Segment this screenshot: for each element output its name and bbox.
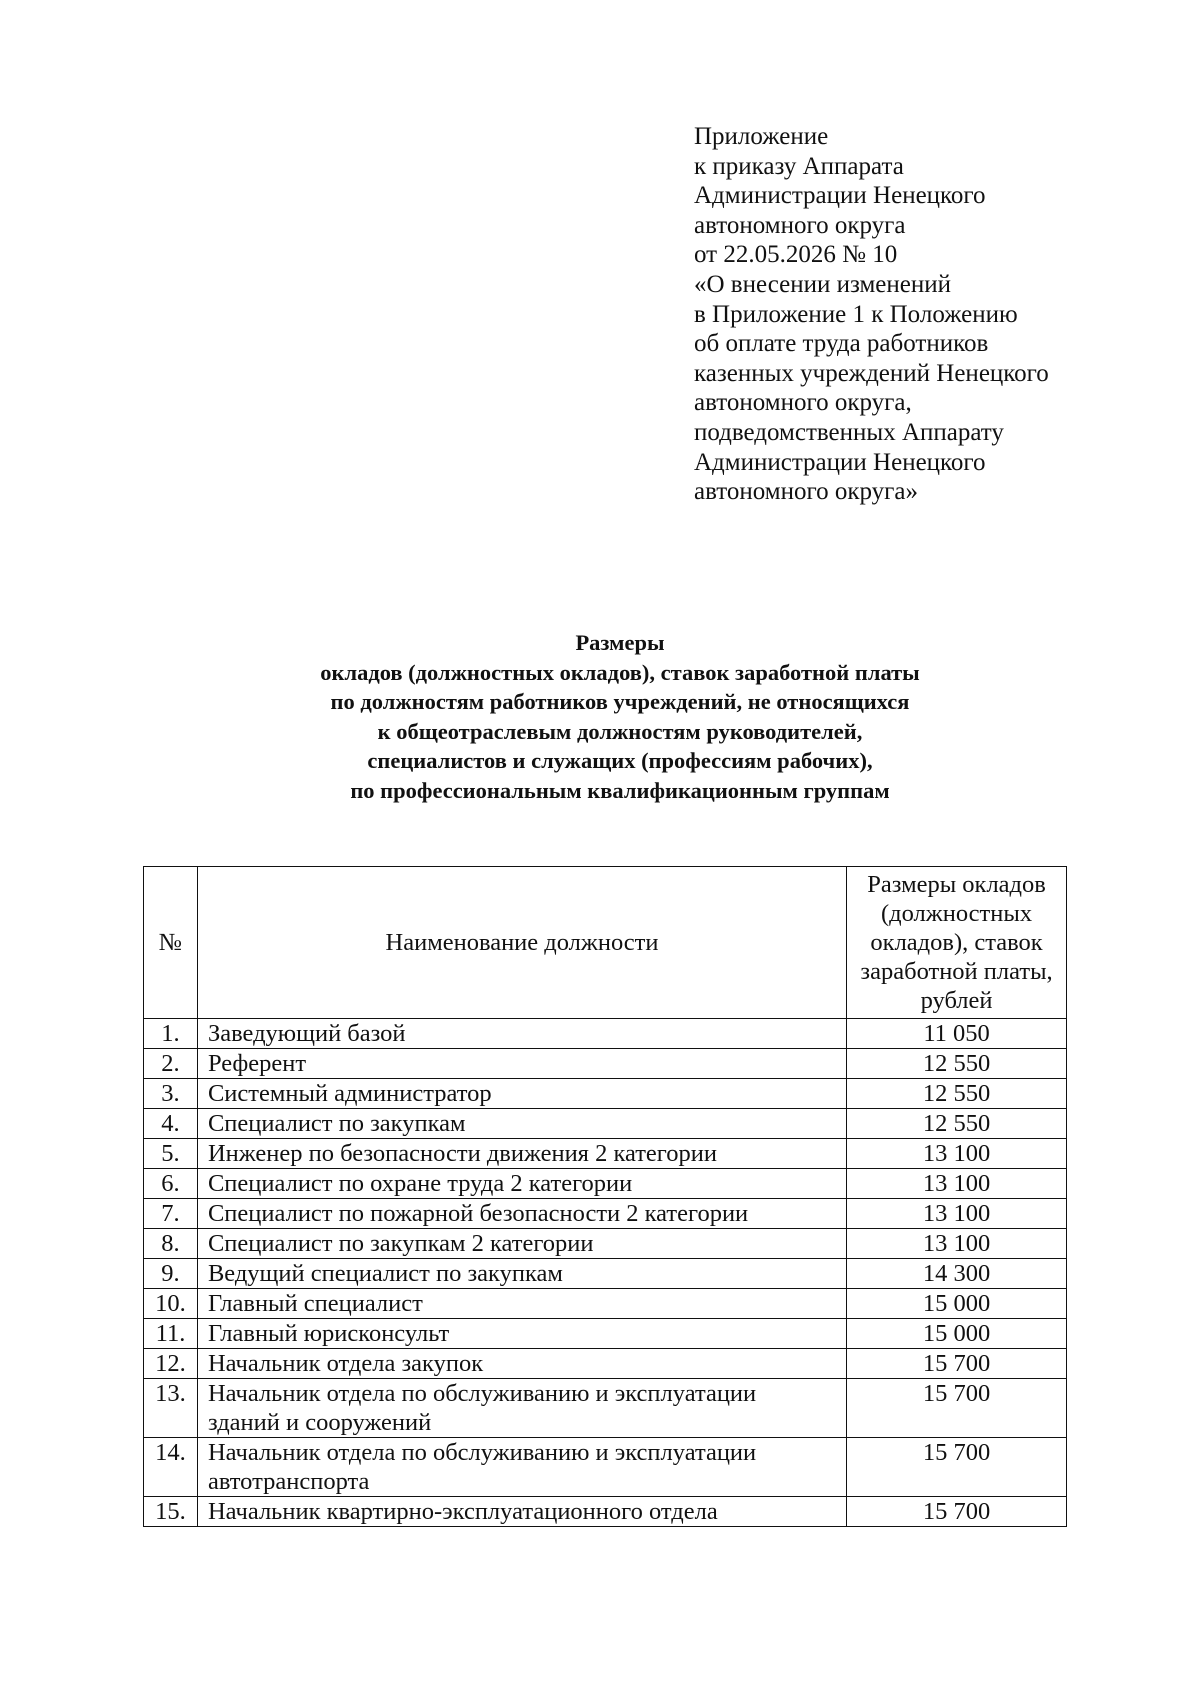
row-name-line: Специалист по охране труда 2 категории bbox=[207, 1170, 633, 1197]
row-num: 7. bbox=[144, 1199, 198, 1229]
appendix-block bbox=[694, 122, 1154, 507]
appendix-line: от 22.05.2026 № 10 bbox=[694, 241, 898, 269]
table-row bbox=[144, 1497, 1067, 1527]
row-name-line: Ведущий специалист по закупкам bbox=[207, 1260, 563, 1287]
row-num: 11. bbox=[144, 1319, 198, 1349]
row-salary: 15 700 bbox=[847, 1497, 1067, 1527]
row-num: 3. bbox=[144, 1079, 198, 1109]
row-name-line: автотранспорта bbox=[207, 1468, 370, 1495]
row-num: 5. bbox=[144, 1139, 198, 1169]
table-row bbox=[144, 1109, 1067, 1139]
appendix-line: автономного округа bbox=[694, 211, 906, 239]
table-row bbox=[144, 1079, 1067, 1109]
row-num: 4. bbox=[144, 1109, 198, 1139]
appendix-line: казенных учреждений Ненецкого bbox=[694, 359, 1049, 387]
title-line: к общеотраслевым должностям руководителей, bbox=[377, 718, 863, 744]
row-position-name bbox=[197, 1049, 846, 1079]
row-name-line: Специалист по пожарной безопасности 2 категории bbox=[207, 1200, 749, 1227]
row-num: 6. bbox=[144, 1169, 198, 1199]
row-position-name bbox=[197, 1169, 846, 1199]
table-row bbox=[144, 1019, 1067, 1049]
table-row bbox=[144, 1319, 1067, 1349]
row-position-name bbox=[197, 1139, 846, 1169]
row-position-name bbox=[197, 1199, 846, 1229]
row-num: 12. bbox=[144, 1349, 198, 1379]
row-position-name bbox=[197, 1349, 846, 1379]
row-salary: 11 050 bbox=[847, 1019, 1067, 1049]
header-salary-line: Размеры окладов bbox=[867, 871, 1046, 898]
table-row bbox=[144, 1289, 1067, 1319]
row-salary: 12 550 bbox=[847, 1049, 1067, 1079]
header-salary-line: окладов), ставок bbox=[870, 929, 1043, 956]
table-row bbox=[144, 1139, 1067, 1169]
appendix-line: Приложение bbox=[694, 123, 829, 150]
row-salary: 15 000 bbox=[847, 1289, 1067, 1319]
row-salary: 12 550 bbox=[847, 1079, 1067, 1109]
row-num: 2. bbox=[144, 1049, 198, 1079]
table-row bbox=[144, 1229, 1067, 1259]
row-salary: 15 700 bbox=[847, 1438, 1067, 1497]
row-position-name bbox=[197, 1438, 846, 1497]
table-row bbox=[144, 1379, 1067, 1438]
row-name-line: Главный юрисконсульт bbox=[207, 1320, 450, 1347]
row-name-line: Референт bbox=[207, 1050, 307, 1077]
row-name-line: Системный администратор bbox=[207, 1080, 492, 1107]
appendix-line: об оплате труда работников bbox=[694, 330, 989, 358]
row-salary: 13 100 bbox=[847, 1139, 1067, 1169]
appendix-line: «О внесении изменений bbox=[694, 270, 952, 298]
appendix-line: Администрации Ненецкого bbox=[694, 182, 986, 210]
appendix-line: к приказу Аппарата bbox=[694, 152, 904, 180]
row-name-line: Начальник отдела закупок bbox=[207, 1350, 484, 1377]
row-position-name bbox=[197, 1319, 846, 1349]
row-salary: 12 550 bbox=[847, 1109, 1067, 1139]
header-salary-line: заработной платы, bbox=[860, 958, 1053, 985]
title-line: специалистов и служащих (профессиям рабочих), bbox=[367, 748, 873, 773]
row-position-name bbox=[197, 1259, 846, 1289]
row-name-line: Начальник квартирно-эксплуатационного отдела bbox=[207, 1498, 718, 1525]
appendix-line: автономного округа» bbox=[694, 478, 919, 506]
row-salary: 13 100 bbox=[847, 1229, 1067, 1259]
document-title bbox=[140, 628, 1100, 805]
appendix-line: подведомственных Аппарату bbox=[694, 418, 1004, 446]
row-salary: 15 000 bbox=[847, 1319, 1067, 1349]
row-num: 13. bbox=[144, 1379, 198, 1438]
table-row bbox=[144, 1259, 1067, 1289]
appendix-line: Администрации Ненецкого bbox=[694, 448, 986, 476]
row-salary: 13 100 bbox=[847, 1199, 1067, 1229]
row-name-line: Специалист по закупкам bbox=[207, 1110, 466, 1137]
row-position-name bbox=[197, 1079, 846, 1109]
header-salary-size bbox=[847, 867, 1067, 1019]
title-line: окладов (должностных окладов), ставок заработной платы bbox=[320, 659, 920, 685]
row-position-name bbox=[197, 1289, 846, 1319]
row-salary: 13 100 bbox=[847, 1169, 1067, 1199]
appendix-line: в Приложение 1 к Положению bbox=[694, 300, 1018, 328]
header-salary-line: рублей bbox=[920, 987, 993, 1014]
row-name-line: Специалист по закупкам 2 категории bbox=[207, 1230, 594, 1257]
row-name-line: Начальник отдела по обслуживанию и эксплуатации bbox=[207, 1380, 757, 1407]
table-row bbox=[144, 1049, 1067, 1079]
row-num: 8. bbox=[144, 1229, 198, 1259]
appendix-line: автономного округа, bbox=[694, 389, 912, 417]
table-header-row bbox=[144, 867, 1067, 1019]
row-name-line: Главный специалист bbox=[207, 1290, 423, 1317]
row-salary: 15 700 bbox=[847, 1349, 1067, 1379]
row-position-name bbox=[197, 1019, 846, 1049]
row-name-line: Заведующий базой bbox=[207, 1020, 406, 1047]
title-line: Размеры bbox=[575, 630, 665, 655]
header-position-name: Наименование должности bbox=[197, 867, 846, 1019]
row-name-line: Начальник отдела по обслуживанию и эксплуатации bbox=[207, 1439, 757, 1466]
row-name-line: Инженер по безопасности движения 2 категории bbox=[207, 1140, 717, 1167]
table-row bbox=[144, 1438, 1067, 1497]
row-num: 10. bbox=[144, 1289, 198, 1319]
title-line: по профессиональным квалификационным группам bbox=[350, 777, 890, 803]
row-salary: 15 700 bbox=[847, 1379, 1067, 1438]
table-row bbox=[144, 1349, 1067, 1379]
row-num: 9. bbox=[144, 1259, 198, 1289]
row-num: 14. bbox=[144, 1438, 198, 1497]
row-salary: 14 300 bbox=[847, 1259, 1067, 1289]
row-num: 1. bbox=[144, 1019, 198, 1049]
table-row bbox=[144, 1199, 1067, 1229]
row-position-name bbox=[197, 1497, 846, 1527]
row-position-name bbox=[197, 1109, 846, 1139]
row-position-name bbox=[197, 1379, 846, 1438]
row-num: 15. bbox=[144, 1497, 198, 1527]
title-line: по должностям работников учреждений, не относящихся bbox=[330, 689, 910, 714]
row-position-name bbox=[197, 1229, 846, 1259]
header-salary-line: (должностных bbox=[881, 900, 1033, 927]
table-row bbox=[144, 1169, 1067, 1199]
salary-table bbox=[143, 866, 1067, 1527]
row-name-line: зданий и сооружений bbox=[207, 1409, 432, 1436]
header-num: № bbox=[144, 867, 198, 1019]
